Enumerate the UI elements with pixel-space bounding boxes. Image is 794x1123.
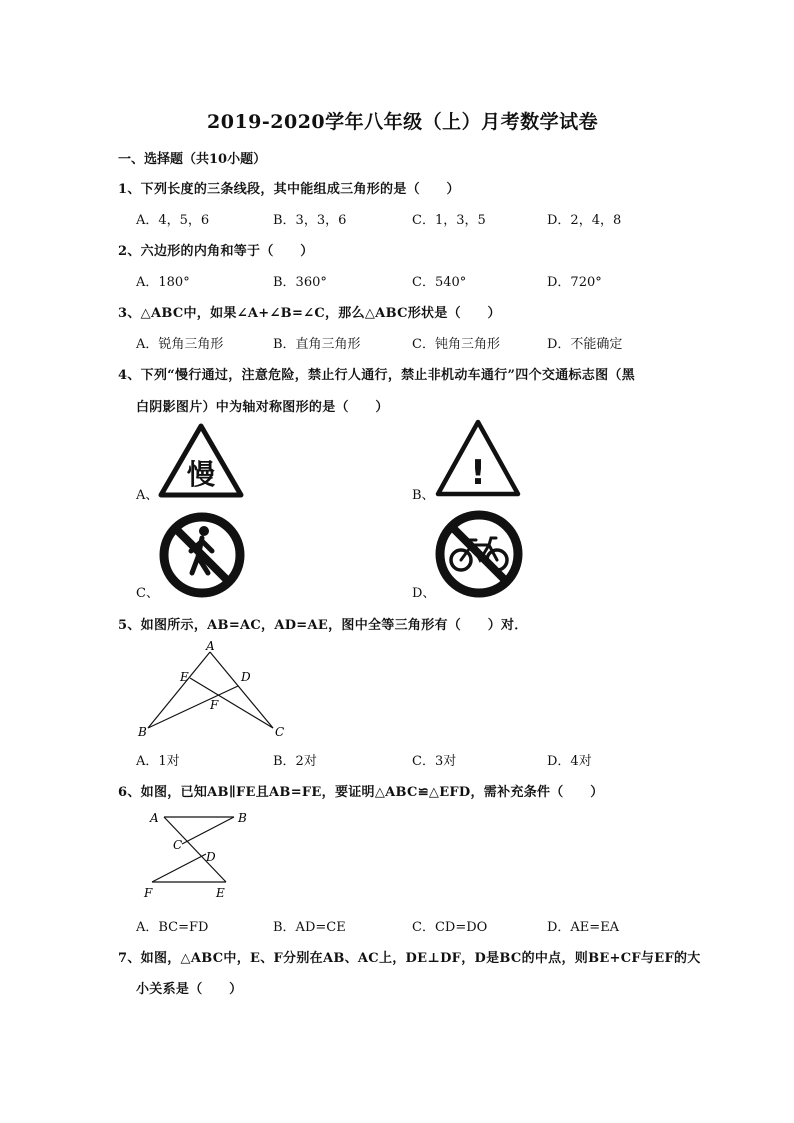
warning-sign-icon <box>435 418 521 498</box>
question-5-option-a: A．1对 <box>136 754 180 769</box>
question-3-stem: 3、△ABC中，如果∠A+∠B=∠C，那么△ABC形状是（ ） <box>118 306 501 321</box>
question-2-stem: 2、六边形的内角和等于（ ） <box>118 244 314 259</box>
question-2-option-b: B．360° <box>273 275 327 290</box>
no-pedestrians-sign-icon <box>158 511 246 599</box>
question-3-option-c: C．钝角三角形 <box>412 337 500 352</box>
question-7-stem-line-1: 7、如图，△ABC中，E、F分别在AB、AC上，DE⊥DF，D是BC的中点，则BE+CF与EF的大 <box>118 951 701 966</box>
fig5-label-a: A <box>206 639 215 653</box>
question-7-stem-line-2: 小关系是（ ） <box>136 982 243 997</box>
question-2-option-c: C．540° <box>412 275 467 290</box>
question-4-option-c: C、 <box>136 586 159 601</box>
fig5-label-f: F <box>210 698 219 712</box>
question-3-option-a: A．锐角三角形 <box>136 337 224 352</box>
question-3-option-b: B．直角三角形 <box>273 337 361 352</box>
fig6-label-b: B <box>238 811 247 825</box>
question-1-option-c: C．1，3，5 <box>412 213 486 228</box>
question-1-option-d: D．2，4，8 <box>547 213 622 228</box>
question-2-option-d: D．720° <box>547 275 602 290</box>
question-5-stem: 5、如图所示，AB=AC，AD=AE，图中全等三角形有（ ）对． <box>118 618 528 633</box>
page-title: 2019-2020学年八年级（上）月考数学试卷 <box>207 111 599 133</box>
no-bicycles-sign-icon <box>434 509 524 599</box>
question-6-option-d: D．AE=EA <box>547 920 620 935</box>
question-2-option-a: A．180° <box>136 275 190 290</box>
section-heading: 一、选择题（共10小题） <box>118 152 267 167</box>
slow-down-sign-icon <box>158 422 244 498</box>
question-6-option-c: C．CD=DO <box>412 920 488 935</box>
question-5-option-b: B．2对 <box>273 754 317 769</box>
fig5-label-d: D <box>241 670 251 684</box>
question-5-option-c: C．3对 <box>412 754 457 769</box>
question-4-stem-line-2: 白阴影图片）中为轴对称图形的是（ ） <box>136 400 389 415</box>
fig6-label-c: C <box>173 838 183 852</box>
fig5-label-b: B <box>138 725 147 739</box>
fig6-label-d: D <box>206 850 216 864</box>
fig6-label-a: A <box>150 811 159 825</box>
question-6-option-b: B．AD=CE <box>273 920 346 935</box>
question-6-figure <box>140 806 270 906</box>
fig6-label-f: F <box>144 886 153 900</box>
question-4-option-d: D、 <box>412 586 436 601</box>
question-1-option-b: B．3，3，6 <box>273 213 347 228</box>
question-5-option-d: D．4对 <box>547 754 592 769</box>
question-1-stem: 1、下列长度的三条线段，其中能组成三角形的是（ ） <box>118 182 460 197</box>
sign-a-character: 慢 <box>186 458 216 491</box>
question-6-option-a: A．BC=FD <box>136 920 209 935</box>
question-5-figure <box>130 636 300 746</box>
question-1-option-a: A．4，5，6 <box>136 213 210 228</box>
question-4-stem-line-1: 4、下列“慢行通过，注意危险，禁止行人通行，禁止非机动车通行”四个交通标志图（黑 <box>118 368 636 383</box>
question-3-option-d: D．不能确定 <box>547 337 623 352</box>
sign-b-character: ! <box>470 453 486 493</box>
question-4-option-a: A、 <box>136 488 159 503</box>
question-4-option-b: B、 <box>412 488 435 503</box>
fig5-label-e: E <box>180 670 189 684</box>
question-6-stem: 6、如图，已知AB∥FE且AB=FE，要证明△ABC≌△EFD，需补充条件（ ） <box>118 785 604 800</box>
fig6-label-e: E <box>216 886 225 900</box>
fig5-label-c: C <box>275 725 285 739</box>
